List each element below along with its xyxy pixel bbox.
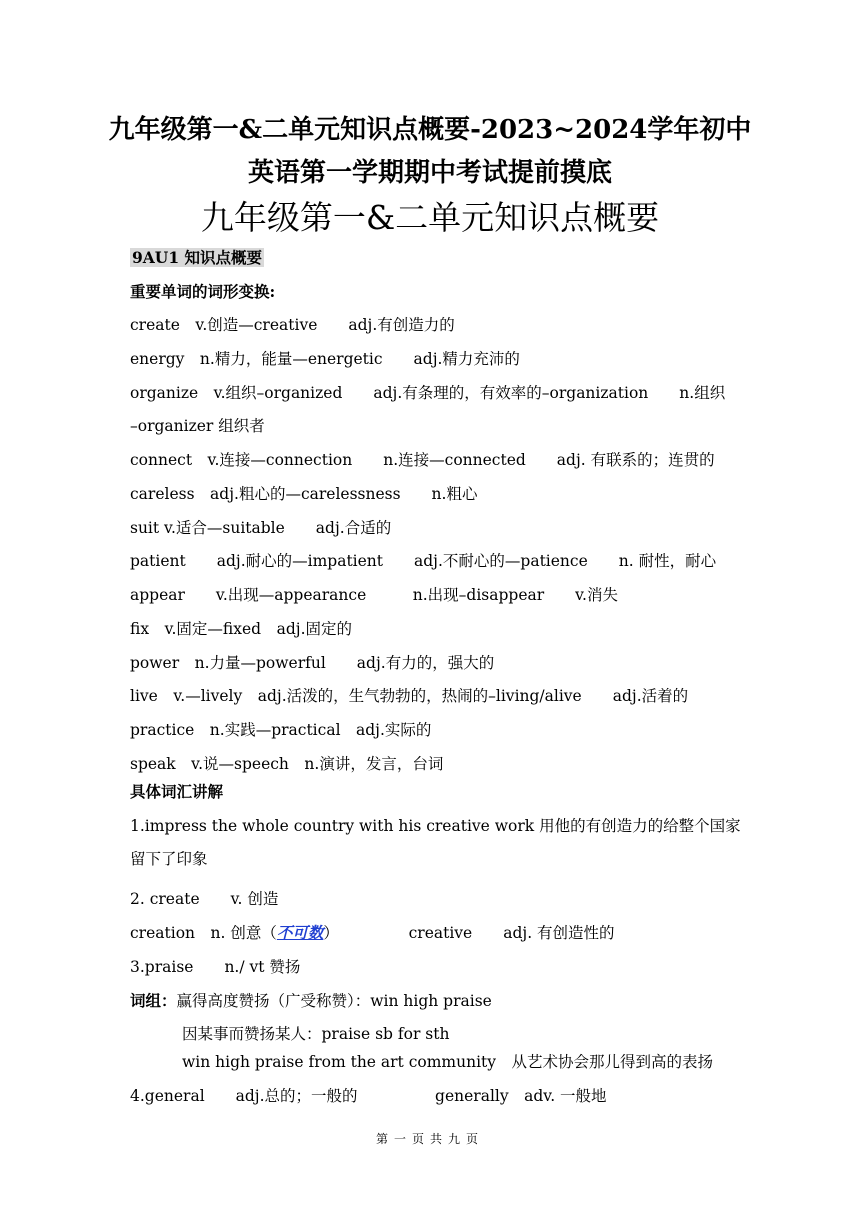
creation-text-pre: creation n. 创意（ <box>130 924 277 942</box>
unit-heading-text: 9AU1 知识点概要 <box>132 248 263 267</box>
word-form-line: energy n.精力，能量—energetic adj.精力充沛的 <box>130 350 520 368</box>
word-form-line: connect v.连接—connection n.连接—connected adj. 有联系的；连贯的 <box>130 451 715 469</box>
word-form-line: speak v.说—speech n.演讲，发言，台词 <box>130 755 444 773</box>
phrase-line-2: 因某事而赞扬某人：praise sb for sth <box>182 1025 450 1043</box>
vocab-item-3: 3.praise n./ vt 赞扬 <box>130 958 301 976</box>
word-form-line: suit v.适合—suitable adj.合适的 <box>130 519 392 537</box>
phrase-text: 赢得高度赞扬（广受称赞）：win high praise <box>176 992 492 1010</box>
phrase-line-1 <box>130 990 492 1012</box>
section-word-forms: 重要单词的词形变换: <box>130 282 276 301</box>
page-footer: 第一页共九页 <box>375 1132 484 1146</box>
word-form-line: fix v.固定—fixed adj.固定的 <box>130 620 352 638</box>
unit-heading <box>130 247 264 269</box>
word-form-line: power n.力量—powerful adj.有力的，强大的 <box>130 654 495 672</box>
word-form-line: organize v.组织–organized adj.有条理的，有效率的–organization n.组织 <box>130 384 726 402</box>
doc-title-line2: 英语第一学期期中考试提前摸底 <box>247 158 612 188</box>
section-vocab: 具体词汇讲解 <box>130 782 224 801</box>
doc-title-line1: 九年级第一&二单元知识点概要-2023~2024学年初中 <box>108 115 752 145</box>
phrase-line-3: win high praise from the art community 从艺术协会那儿得到高的表扬 <box>182 1053 714 1071</box>
word-form-line: careless adj.粗心的—carelessness n.粗心 <box>130 485 478 503</box>
vocab-item-4: 4.general adj.总的；一般的 generally adv. 一般地 <box>130 1087 607 1105</box>
word-form-line: patient adj.耐心的—impatient adj.不耐心的—patience n. 耐性，耐心 <box>130 552 717 570</box>
vocab-item-1-line1: 1.impress the whole country with his creative work 用他的有创造力的给整个国家 <box>130 817 741 835</box>
word-form-line: practice n.实践—practical adj.实际的 <box>130 721 432 739</box>
word-form-line: live v.—lively adj.活泼的，生气勃勃的，热闹的–living/alive adj.活着的 <box>130 687 689 705</box>
vocab-item-2: 2. create v. 创造 <box>130 890 279 908</box>
word-form-line: –organizer 组织者 <box>130 417 265 435</box>
word-form-line: create v.创造—creative adj.有创造力的 <box>130 316 455 334</box>
doc-main-title: 九年级第一&二单元知识点概要 <box>200 198 660 237</box>
word-form-line: appear v.出现—appearance n.出现–disappear v.消失 <box>130 586 618 604</box>
phrase-label: 词组： <box>130 991 177 1010</box>
creation-text-post: ） creative adj. 有创造性的 <box>323 924 615 942</box>
vocab-creation-line <box>130 922 615 944</box>
vocab-item-1-line2: 留下了印象 <box>130 850 208 868</box>
uncountable-link[interactable]: 不可数 <box>276 923 324 942</box>
